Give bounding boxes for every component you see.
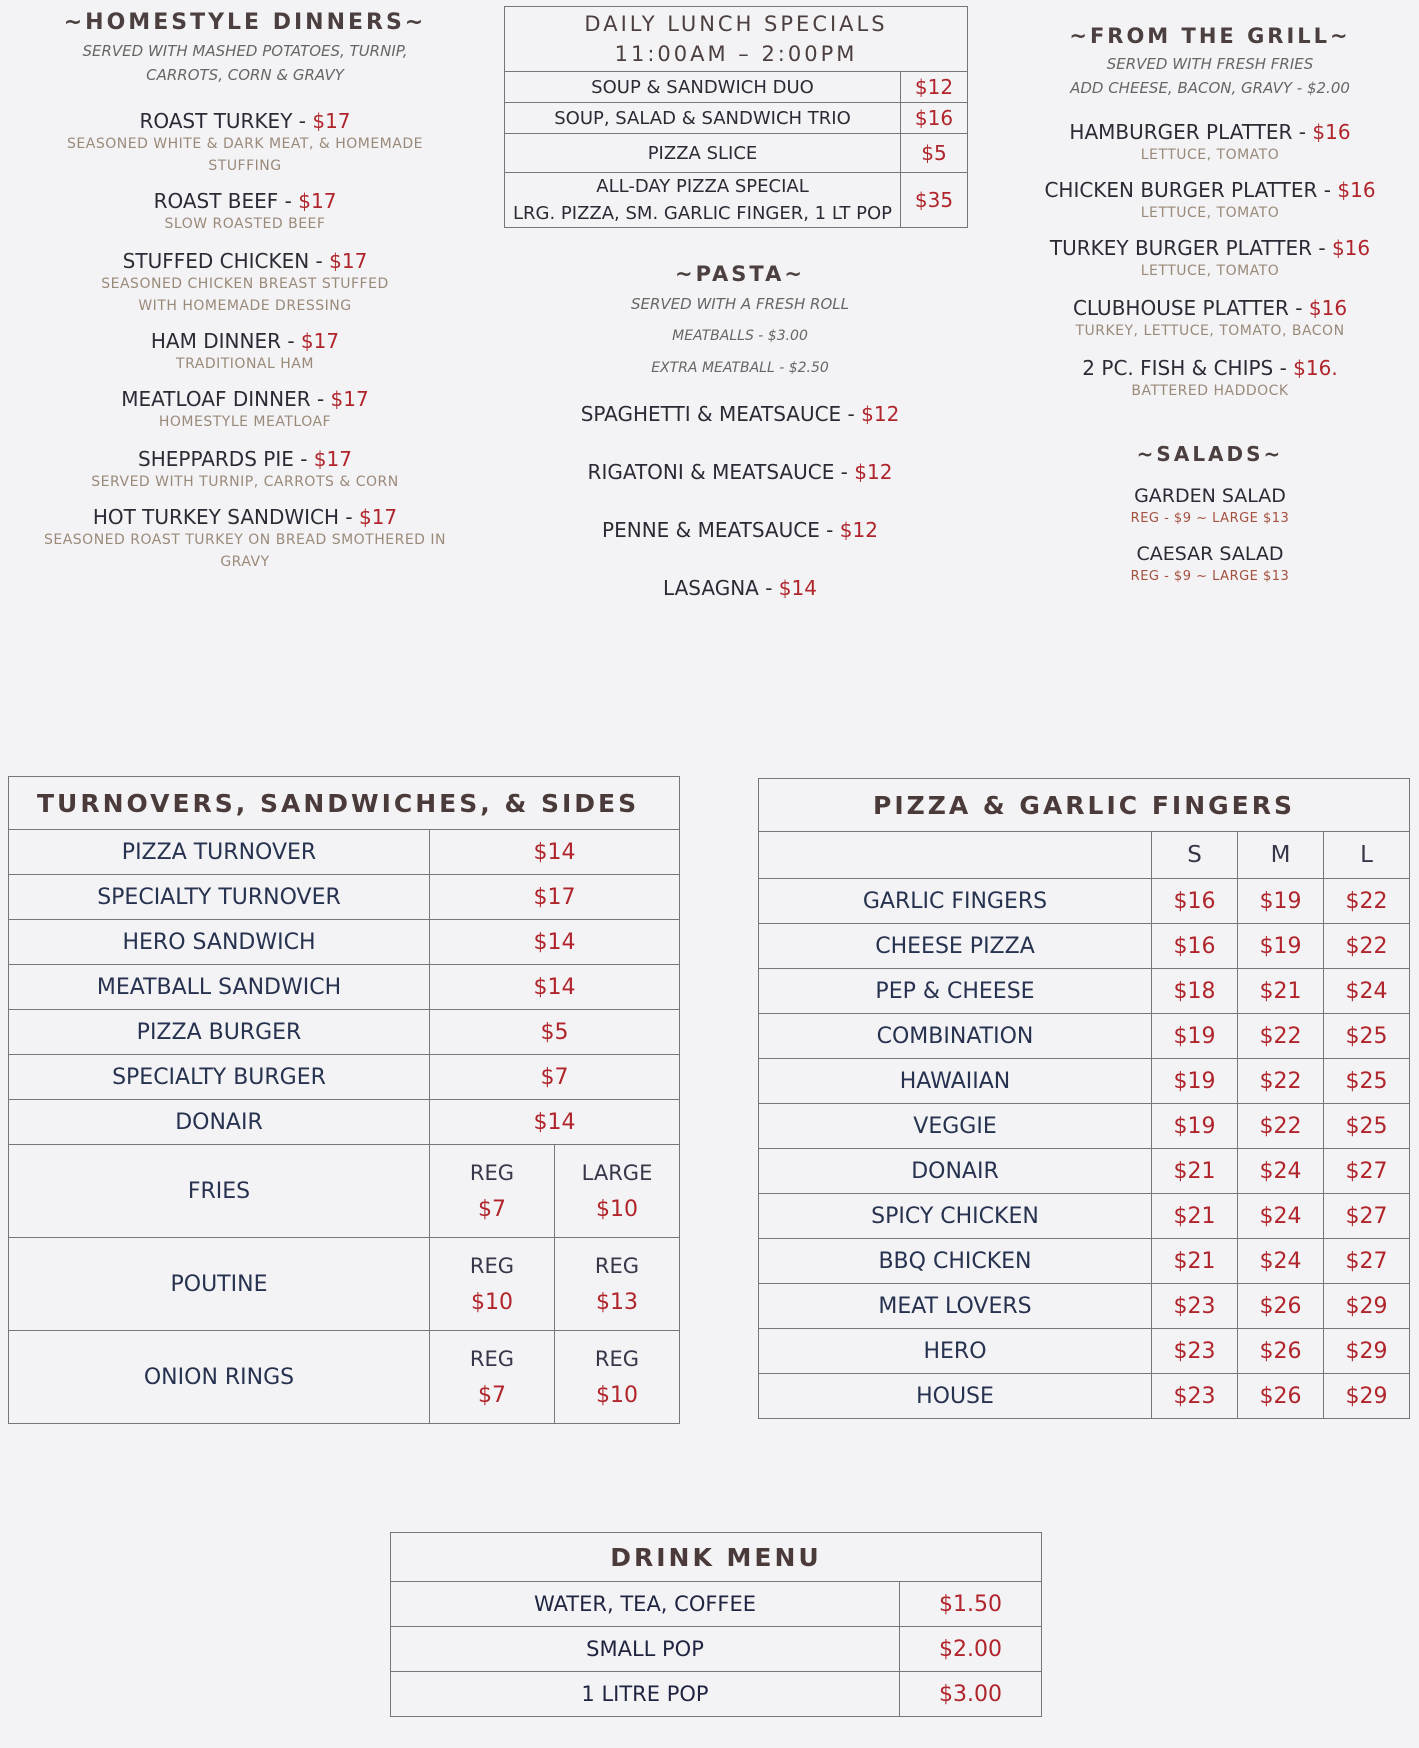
item-desc: LETTUCE, TOMATO [1140,147,1280,163]
size-price: $10 [596,1382,638,1408]
lunch-item-price: $16 [901,103,968,134]
drink-price: $3.00 [900,1672,1042,1717]
item-price: $16. [1293,356,1338,380]
table-row [759,1329,1410,1374]
lunch-item-price: $5 [901,134,968,173]
pasta-subtitle: SERVED WITH A FRESH ROLL [630,295,849,313]
table-row [391,1672,1042,1717]
grill-item: CLUBHOUSE PLATTER - $16 TURKEY, LETTUCE, TOMATO, BACON [1000,296,1419,342]
table-row [9,965,680,1010]
homestyle-item: STUFFED CHICKEN - $17 SEASONED CHICKEN BREAST STUFFED WITH HOMEMADE DRESSING [30,249,460,317]
pasta-addon: EXTRA MEATBALL - $2.50 [651,360,829,376]
row-price: $14 [430,920,680,965]
size-price: $13 [596,1289,638,1315]
table-row [759,1104,1410,1149]
price-m: $22 [1238,1104,1324,1149]
item-name: TURKEY BURGER PLATTER [1049,236,1312,260]
item-price: $17 [313,447,352,471]
size-header-row [759,832,1410,879]
item-name: PENNE & MEATSAUCE [602,518,820,542]
table-row [759,1194,1410,1239]
item-desc: BATTERED HADDOCK [1131,383,1289,399]
price-l: $27 [1324,1149,1410,1194]
lunch-item-name-cell [505,173,901,228]
item-desc: REG - $9 ~ LARGE $13 [1130,569,1290,584]
table-row [9,920,680,965]
pizza-name: CHEESE PIZZA [759,924,1152,969]
pasta-title: ~PASTA~ [675,262,805,286]
price-s: $23 [1152,1374,1238,1419]
item-desc: LETTUCE, TOMATO [1140,263,1280,279]
row-name: PIZZA BURGER [9,1010,430,1055]
size-header: S [1152,832,1238,879]
price-l: $22 [1324,879,1410,924]
price-l: $29 [1324,1329,1410,1374]
size-price: $7 [478,1196,506,1222]
item-price: $12 [861,402,900,426]
item-desc: TRADITIONAL HAM [176,356,314,372]
item-price: $17 [358,505,398,529]
item-price: $16 [1331,236,1371,260]
pasta-item: PENNE & MEATSAUCE - $12 [602,518,878,542]
table-row [391,1582,1042,1627]
table-row [505,72,968,103]
pizza-name: HERO [759,1329,1152,1374]
item-price: $17 [300,329,340,353]
item-name: CHICKEN BURGER PLATTER [1044,178,1318,202]
item-name: HAM DINNER [150,329,281,353]
table-row [505,173,968,228]
table-row [759,1284,1410,1329]
price-l: $29 [1324,1284,1410,1329]
row-price: $7 [430,1055,680,1100]
side-name: ONION RINGS [9,1331,430,1424]
price-l: $27 [1324,1239,1410,1284]
table-row [391,1627,1042,1672]
grill-item: 2 PC. FISH & CHIPS - $16. BATTERED HADDOCK [1000,356,1419,402]
drink-price: $2.00 [900,1627,1042,1672]
row-name: MEATBALL SANDWICH [9,965,430,1010]
side-size-cell [430,1238,555,1331]
table-row [9,1145,680,1238]
table-row [759,1059,1410,1104]
row-name: SPECIALTY TURNOVER [9,875,430,920]
item-desc: STUFFING [208,158,282,174]
lunch-item-name: ALL-DAY PIZZA SPECIAL [596,176,809,197]
size-label: REG [594,1253,640,1278]
price-s: $16 [1152,879,1238,924]
row-price: $5 [430,1010,680,1055]
price-s: $23 [1152,1284,1238,1329]
item-desc: SEASONED ROAST TURKEY ON BREAD SMOTHERED IN [43,532,447,548]
pizza-name: GARLIC FINGERS [759,879,1152,924]
item-desc: REG - $9 ~ LARGE $13 [1130,511,1290,526]
price-m: $24 [1238,1149,1324,1194]
pizza-title: PIZZA & GARLIC FINGERS [759,779,1410,832]
table-row [9,1010,680,1055]
item-desc: LETTUCE, TOMATO [1140,205,1280,221]
grill-title: ~FROM THE GRILL~ [1069,24,1351,48]
item-desc: SERVED WITH TURNIP, CARROTS & CORN [91,474,399,490]
size-label: REG [469,1346,515,1371]
salad-item [1000,542,1419,588]
item-name: RIGATONI & MEATSAUCE [587,460,835,484]
homestyle-item: ROAST TURKEY - $17 SEASONED WHITE & DARK MEAT, & HOMEMADE STUFFING [30,109,460,177]
drink-name: WATER, TEA, COFFEE [391,1582,900,1627]
row-name: SPECIALTY BURGER [9,1055,430,1100]
grill-item: HAMBURGER PLATTER - $16 LETTUCE, TOMATO [1000,120,1419,166]
side-name: FRIES [9,1145,430,1238]
row-price: $14 [430,830,680,875]
grill-item: TURKEY BURGER PLATTER - $16 LETTUCE, TOMATO [1000,236,1419,282]
size-price: $10 [596,1196,638,1222]
pizza-name: HOUSE [759,1374,1152,1419]
size-label: REG [594,1346,640,1371]
table-row [9,1238,680,1331]
table-row [9,1331,680,1424]
lunch-title-cell [505,7,968,72]
pizza-name: MEAT LOVERS [759,1284,1152,1329]
pizza-name: DONAIR [759,1149,1152,1194]
homestyle-item: HOT TURKEY SANDWICH - $17 SEASONED ROAST TURKEY ON BREAD SMOTHERED IN GRAVY [30,505,460,573]
item-name: SPAGHETTI & MEATSAUCE [580,402,842,426]
lunch-item-price: $12 [901,72,968,103]
price-l: $25 [1324,1014,1410,1059]
side-size-cell [555,1145,680,1238]
side-size-cell [555,1331,680,1424]
lunch-item-name: PIZZA SLICE [505,134,901,173]
side-size-cell [430,1145,555,1238]
pizza-name: PEP & CHEESE [759,969,1152,1014]
lunch-item-name: SOUP & SANDWICH DUO [505,72,901,103]
grill-item: CHICKEN BURGER PLATTER - $16 LETTUCE, TOMATO [1000,178,1419,224]
item-price: $16 [1337,178,1376,202]
table-row [9,830,680,875]
size-header: L [1324,832,1410,879]
table-row [759,1239,1410,1284]
table-row [505,103,968,134]
table-row [759,1374,1410,1419]
item-name: HOT TURKEY SANDWICH [92,505,340,529]
grill-section [1000,24,1419,588]
price-s: $19 [1152,1014,1238,1059]
lunch-item-price: $35 [901,173,968,228]
drink-price: $1.50 [900,1582,1042,1627]
side-name: POUTINE [9,1238,430,1331]
item-name: ROAST TURKEY [139,109,293,133]
item-desc: SEASONED CHICKEN BREAST STUFFED [101,276,389,292]
price-l: $29 [1324,1374,1410,1419]
item-price: $17 [329,249,368,273]
price-m: $24 [1238,1239,1324,1284]
price-s: $21 [1152,1149,1238,1194]
item-name: CLUBHOUSE PLATTER [1072,296,1289,320]
price-m: $22 [1238,1059,1324,1104]
table-row [759,969,1410,1014]
price-s: $16 [1152,924,1238,969]
homestyle-item: SHEPPARDS PIE - $17 SERVED WITH TURNIP, CARROTS & CORN [30,447,460,493]
price-m: $26 [1238,1284,1324,1329]
row-name: HERO SANDWICH [9,920,430,965]
item-name: ROAST BEEF [153,189,279,213]
pasta-section [520,262,960,600]
item-price: $12 [839,518,878,542]
item-name: GARDEN SALAD [1134,485,1286,507]
price-m: $19 [1238,924,1324,969]
item-price: $14 [778,576,817,600]
row-price: $14 [430,1100,680,1145]
price-l: $25 [1324,1059,1410,1104]
item-desc: HOMESTYLE MEATLOAF [158,414,332,430]
price-l: $25 [1324,1104,1410,1149]
price-s: $21 [1152,1194,1238,1239]
size-label: REG [469,1160,515,1185]
lunch-item-name: SOUP, SALAD & SANDWICH TRIO [505,103,901,134]
table-row [759,879,1410,924]
price-l: $27 [1324,1194,1410,1239]
pasta-item: RIGATONI & MEATSAUCE - $12 [587,460,893,484]
item-name: HAMBURGER PLATTER [1069,120,1293,144]
item-price: $17 [298,189,337,213]
homestyle-subtitle: SERVED WITH MASHED POTATOES, TURNIP, CARROTS, CORN & GRAVY [82,42,408,84]
size-label: REG [469,1253,515,1278]
pizza-name: HAWAIIAN [759,1059,1152,1104]
drink-title: DRINK MENU [391,1533,1042,1582]
pasta-item: SPAGHETTI & MEATSAUCE - $12 [580,402,900,426]
row-name: PIZZA TURNOVER [9,830,430,875]
drink-name: SMALL POP [391,1627,900,1672]
homestyle-item: HAM DINNER - $17 TRADITIONAL HAM [30,329,460,375]
item-desc: GRAVY [220,554,270,570]
table-row [9,875,680,920]
lunch-hours: 11:00AM – 2:00PM [614,42,858,66]
side-size-cell [430,1331,555,1424]
homestyle-item: MEATLOAF DINNER - $17 HOMESTYLE MEATLOAF [30,387,460,433]
price-m: $21 [1238,969,1324,1014]
drink-table [390,1532,1042,1717]
row-price: $14 [430,965,680,1010]
row-price: $17 [430,875,680,920]
pasta-addon: MEATBALLS - $3.00 [672,328,808,344]
pizza-name: BBQ CHICKEN [759,1239,1152,1284]
pizza-table [758,778,1410,1419]
item-price: $16 [1308,296,1348,320]
pasta-item: LASAGNA - $14 [663,576,817,600]
item-name: CAESAR SALAD [1136,543,1284,565]
lunch-specials-table [504,6,968,228]
table-row [9,1100,680,1145]
drink-name: 1 LITRE POP [391,1672,900,1717]
price-s: $23 [1152,1329,1238,1374]
price-s: $19 [1152,1104,1238,1149]
homestyle-item: ROAST BEEF - $17 SLOW ROASTED BEEF [30,189,460,235]
price-s: $19 [1152,1059,1238,1104]
item-price: $12 [854,460,893,484]
table-row [759,924,1410,969]
price-m: $26 [1238,1329,1324,1374]
row-name: DONAIR [9,1100,430,1145]
size-label: LARGE [581,1160,653,1185]
price-s: $21 [1152,1239,1238,1284]
price-s: $18 [1152,969,1238,1014]
item-name: LASAGNA [663,576,759,600]
table-row [759,1149,1410,1194]
pizza-name: VEGGIE [759,1104,1152,1149]
price-m: $19 [1238,879,1324,924]
item-name: MEATLOAF DINNER [121,387,311,411]
item-desc: SLOW ROASTED BEEF [164,216,326,232]
turnovers-table [8,776,680,1424]
price-m: $22 [1238,1014,1324,1059]
side-size-cell [555,1238,680,1331]
item-desc: TURKEY, LETTUCE, TOMATO, BACON [1075,323,1345,339]
table-row [9,1055,680,1100]
homestyle-section [30,10,460,573]
pizza-name: COMBINATION [759,1014,1152,1059]
pizza-name: SPICY CHICKEN [759,1194,1152,1239]
size-price: $7 [478,1382,506,1408]
table-row [505,134,968,173]
lunch-item-detail: LRG. PIZZA, SM. GARLIC FINGER, 1 LT POP [512,203,893,224]
item-desc: SEASONED WHITE & DARK MEAT, & HOMEMADE [67,136,423,152]
lunch-title: DAILY LUNCH SPECIALS [584,12,888,36]
salads-title: ~SALADS~ [1136,442,1284,466]
size-price: $10 [471,1289,513,1315]
price-l: $24 [1324,969,1410,1014]
item-name: 2 PC. FISH & CHIPS [1082,356,1274,380]
item-desc: WITH HOMEMADE DRESSING [138,298,352,314]
item-price: $16 [1312,120,1351,144]
homestyle-title: ~HOMESTYLE DINNERS~ [63,10,427,35]
price-m: $26 [1238,1374,1324,1419]
item-name: STUFFED CHICKEN [122,249,310,273]
item-price: $17 [312,109,351,133]
table-row [759,1014,1410,1059]
salad-item [1000,484,1419,530]
price-m: $24 [1238,1194,1324,1239]
item-name: SHEPPARDS PIE [138,447,294,471]
grill-subtitle: SERVED WITH FRESH FRIES ADD CHEESE, BACON, GRAVY - $2.00 [1070,55,1350,97]
price-l: $22 [1324,924,1410,969]
size-header: M [1238,832,1324,879]
turnovers-title: TURNOVERS, SANDWICHES, & SIDES [9,777,680,830]
item-price: $17 [330,387,369,411]
